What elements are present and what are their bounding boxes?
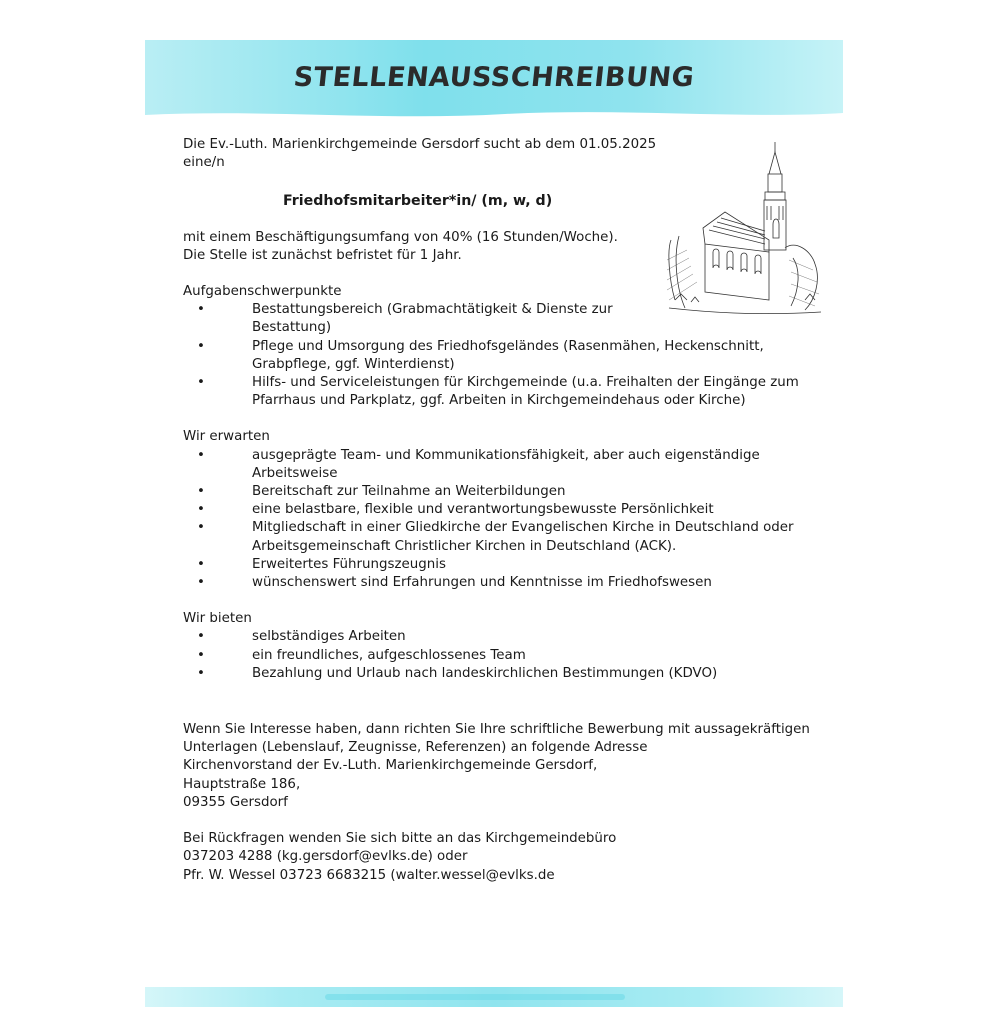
bullet-icon: • (197, 338, 205, 354)
list-item (183, 519, 823, 555)
expect-item-text: Erweitertes Führungszeugnis (252, 556, 446, 572)
list-item (183, 501, 823, 519)
bullet-icon: • (197, 629, 205, 645)
bullet-icon: • (197, 665, 205, 681)
footer-stripe (325, 994, 625, 1000)
offer-item-text: Bezahlung und Urlaub nach landeskirchlichen Bestimmungen (KDVO) (252, 665, 718, 681)
footer-banner (145, 987, 843, 1007)
bullet-icon: • (197, 647, 205, 663)
header-banner (145, 40, 843, 120)
bullet-icon: • (197, 447, 205, 463)
list-item (183, 628, 823, 646)
scope-line-2: Die Stelle ist zunächst befristet für 1 Jahr. (183, 247, 462, 263)
list-item (183, 301, 823, 337)
bullet-icon: • (197, 556, 205, 572)
list-item (183, 665, 823, 683)
expect-item-text: wünschenswert sind Erfahrungen und Kenntnisse im Friedhofswesen (252, 575, 712, 591)
offer-item-text: ein freundliches, aufgeschlossenes Team (252, 647, 526, 663)
job-title: Friedhofsmitarbeiter*in/ (m, w, d) (283, 193, 553, 210)
expect-item-text: Mitgliedschaft in einer Gliedkirche der Evangelischen Kirche in Deutschland oder Arbeitsgemeinschaft Christlicher Kirchen in Deutschland (ACK). (252, 520, 794, 554)
expect-item-text: ausgeprägte Team- und Kommunikationsfähigkeit, aber auch eigenständige Arbeitsweise (252, 447, 760, 481)
bullet-icon: • (197, 302, 205, 318)
bullet-icon: • (197, 502, 205, 518)
application-line: 09355 Gersdorf (183, 794, 288, 810)
intro-line-2: eine/n (183, 155, 225, 171)
task-item-text: Pflege und Umsorgung des Friedhofsgeländes (Rasenmähen, Heckenschnitt, Grabpflege, ggf. Winterdienst) (252, 338, 764, 372)
spacer (183, 812, 823, 830)
list-item (183, 447, 823, 483)
offer-list (183, 628, 823, 683)
bullet-icon: • (197, 520, 205, 536)
application-line: Kirchenvorstand der Ev.-Luth. Marienkirchgemeinde Gersdorf, (183, 758, 598, 774)
scope-line-1: mit einem Beschäftigungsumfang von 40% (16 Stunden/Woche). (183, 229, 618, 245)
spacer (183, 683, 823, 721)
intro-line-1: Die Ev.-Luth. Marienkirchgemeinde Gersdorf sucht ab dem 01.05.2025 (183, 137, 657, 152)
page-title: STELLENAUSSCHREIBUNG (292, 62, 696, 93)
banner-wave (145, 107, 843, 121)
list-item (183, 338, 823, 374)
contact-line: Pfr. W. Wessel 03723 6683215 (walter.wessel@evlks.de (183, 867, 555, 883)
list-item (183, 647, 823, 665)
application-line: Unterlagen (Lebenslauf, Zeugnisse, Referenzen) an folgende Adresse (183, 740, 648, 756)
list-item (183, 556, 823, 574)
expect-item-text: Bereitschaft zur Teilnahme an Weiterbildungen (252, 484, 566, 500)
task-item-text: Hilfs- und Serviceleistungen für Kirchgemeinde (u.a. Freihalten der Eingänge zum Pfarrhaus und Parkplatz, ggf. Arbeiten in Kirchgemeindehaus oder Kirche) (252, 375, 799, 409)
contact-line: Bei Rückfragen wenden Sie sich bitte an das Kirchgemeindebüro (183, 831, 617, 847)
expect-item-text: eine belastbare, flexible und verantwortungsbewusste Persönlichkeit (252, 502, 714, 518)
expect-list (183, 447, 823, 593)
bullet-icon: • (197, 375, 205, 391)
list-item (183, 374, 823, 410)
announcement-body (183, 136, 823, 885)
offer-heading: Wir bieten (183, 611, 252, 627)
list-item (183, 574, 823, 592)
application-line: Hauptstraße 186, (183, 776, 301, 792)
bullet-icon: • (197, 484, 205, 500)
tasks-heading: Aufgabenschwerpunkte (183, 284, 342, 300)
bullet-icon: • (197, 575, 205, 591)
offer-item-text: selbständiges Arbeiten (252, 629, 406, 645)
expect-heading: Wir erwarten (183, 429, 270, 445)
tasks-list (183, 301, 823, 410)
task-item-text: Bestattungsbereich (Grabmachtätigkeit & Dienste zur Bestattung) (252, 302, 613, 336)
application-line: Wenn Sie Interesse haben, dann richten Sie Ihre schriftliche Bewerbung mit aussagekräftigen (183, 722, 810, 738)
contact-line: 037203 4288 (kg.gersdorf@evlks.de) oder (183, 849, 468, 865)
list-item (183, 483, 823, 501)
